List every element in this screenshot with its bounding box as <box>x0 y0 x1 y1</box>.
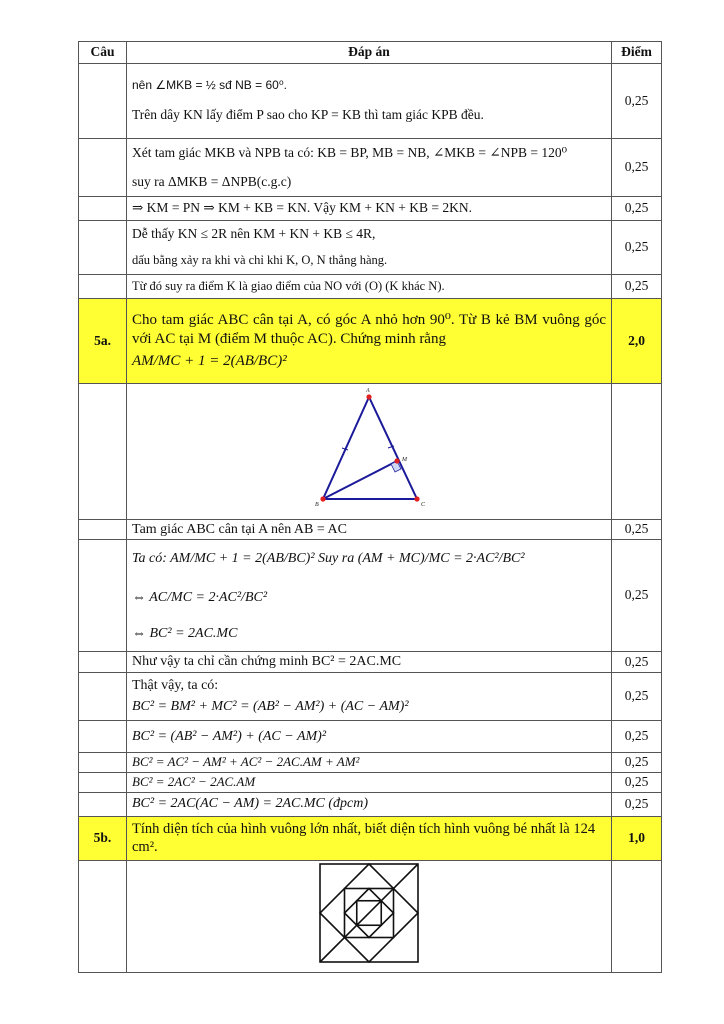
score: 0,25 <box>612 672 662 720</box>
label-m: M <box>402 457 407 463</box>
score: 0,25 <box>612 792 662 816</box>
header-diem: Điểm <box>612 42 662 64</box>
answer-line: Như vậy ta chỉ cần chứng minh BC² = 2AC.MC <box>127 652 612 673</box>
score: 1,0 <box>612 816 662 860</box>
triangle-figure <box>299 385 439 513</box>
point-a <box>366 394 371 399</box>
answer-line: BC² = AC² − AM² + AC² − 2AC.AM + AM² <box>127 752 612 772</box>
question-5b-row <box>79 816 662 860</box>
segment-bm <box>323 461 397 499</box>
answer-line: BC² = 2AC² − 2AC.AM <box>127 772 612 792</box>
label-c: C <box>421 502 426 508</box>
answer-line: BC² = BM² + MC² = (AB² − AM²) + (AC − AM)² <box>132 699 409 715</box>
table-row <box>79 139 662 197</box>
score: 0,25 <box>612 139 662 197</box>
label-b: B <box>315 502 319 508</box>
answer-line: Tam giác ABC cân tại A nên AB = AC <box>127 519 612 540</box>
figure-row <box>79 384 662 520</box>
point-b <box>320 496 325 501</box>
answer-line: BC² = 2AC(AC − AM) = 2AC.MC (đpcm) <box>127 792 612 816</box>
answer-line: ⇒ KM = PN ⇒ KM + KB = KN. Vậy KM + KN + KB = 2KN. <box>127 197 612 221</box>
answer-line: Xét tam giác MKB và NPB ta có: KB = BP, MB = NB, ∠MKB = ∠NPB = 120⁰ <box>132 144 568 160</box>
table-row <box>79 720 662 752</box>
point-c <box>414 496 419 501</box>
answer-line: dấu bằng xảy ra khi và chỉ khi K, O, N thẳng hàng. <box>132 253 388 268</box>
question-label: 5a. <box>79 299 127 384</box>
question-text: Tính diện tích của hình vuông lớn nhất, biết diện tích hình vuông bé nhất là 124 cm². <box>127 816 612 860</box>
score: 0,25 <box>612 540 662 652</box>
question-5a-row <box>79 299 662 384</box>
answer-line: Ta có: AM/MC + 1 = 2(AB/BC)² Suy ra (AM + MC)/MC = 2·AC²/BC² <box>132 550 525 566</box>
point-m <box>394 458 399 463</box>
score: 0,25 <box>612 197 662 221</box>
score: 0,25 <box>612 772 662 792</box>
header-row <box>79 42 662 64</box>
table-row <box>79 221 662 275</box>
answer-line: Thật vậy, ta có: <box>132 677 219 693</box>
answer-line: nên ∠MKB = ½ sđ NB = 60⁰. <box>132 78 287 93</box>
table-row <box>79 197 662 221</box>
score: 0,25 <box>612 64 662 139</box>
table-row <box>79 672 662 720</box>
table-row <box>79 792 662 816</box>
table-row <box>79 64 662 139</box>
score: 0,25 <box>612 720 662 752</box>
table-row <box>79 540 662 652</box>
table-row <box>79 752 662 772</box>
score: 0,25 <box>612 752 662 772</box>
score: 0,25 <box>612 275 662 299</box>
score: 0,25 <box>612 652 662 673</box>
question-formula: AM/MC + 1 = 2(AB/BC)² <box>132 353 287 370</box>
label-a: A <box>366 388 370 394</box>
figure-row <box>79 860 662 972</box>
triangle-abc <box>323 397 417 499</box>
score: 2,0 <box>612 299 662 384</box>
nested-squares-figure <box>314 862 424 966</box>
question-label: 5b. <box>79 816 127 860</box>
table-row <box>79 275 662 299</box>
diagonal-line <box>320 864 418 962</box>
header-dap-an: Đáp án <box>127 42 612 64</box>
table-row <box>79 772 662 792</box>
table-row <box>79 652 662 673</box>
answer-line: suy ra ΔMKB = ΔNPB(c.g.c) <box>132 173 292 189</box>
answer-line: Từ đó suy ra điểm K là giao điểm của NO với (O) (K khác N). <box>127 275 612 299</box>
question-text: Cho tam giác ABC cân tại A, có góc A nhỏ hơn 90⁰. Từ B kẻ BM vuông góc với AC tại M (điểm M thuộc AC). Chứng minh rằng <box>132 311 606 347</box>
header-cau: Câu <box>79 42 127 64</box>
solution-table <box>78 41 662 973</box>
table-row <box>79 519 662 540</box>
answer-line: Trên dây KN lấy điểm P sao cho KP = KB thì tam giác KPB đều. <box>132 107 484 123</box>
answer-line: BC² = (AB² − AM²) + (AC − AM)² <box>127 720 612 752</box>
score: 0,25 <box>612 519 662 540</box>
answer-line: ⇔ BC² = 2AC.MC <box>132 625 238 641</box>
answer-line: Dễ thấy KN ≤ 2R nên KM + KN + KB ≤ 4R, <box>132 226 376 242</box>
answer-line: ⇔ AC/MC = 2·AC²/BC² <box>132 590 268 606</box>
score: 0,25 <box>612 221 662 275</box>
